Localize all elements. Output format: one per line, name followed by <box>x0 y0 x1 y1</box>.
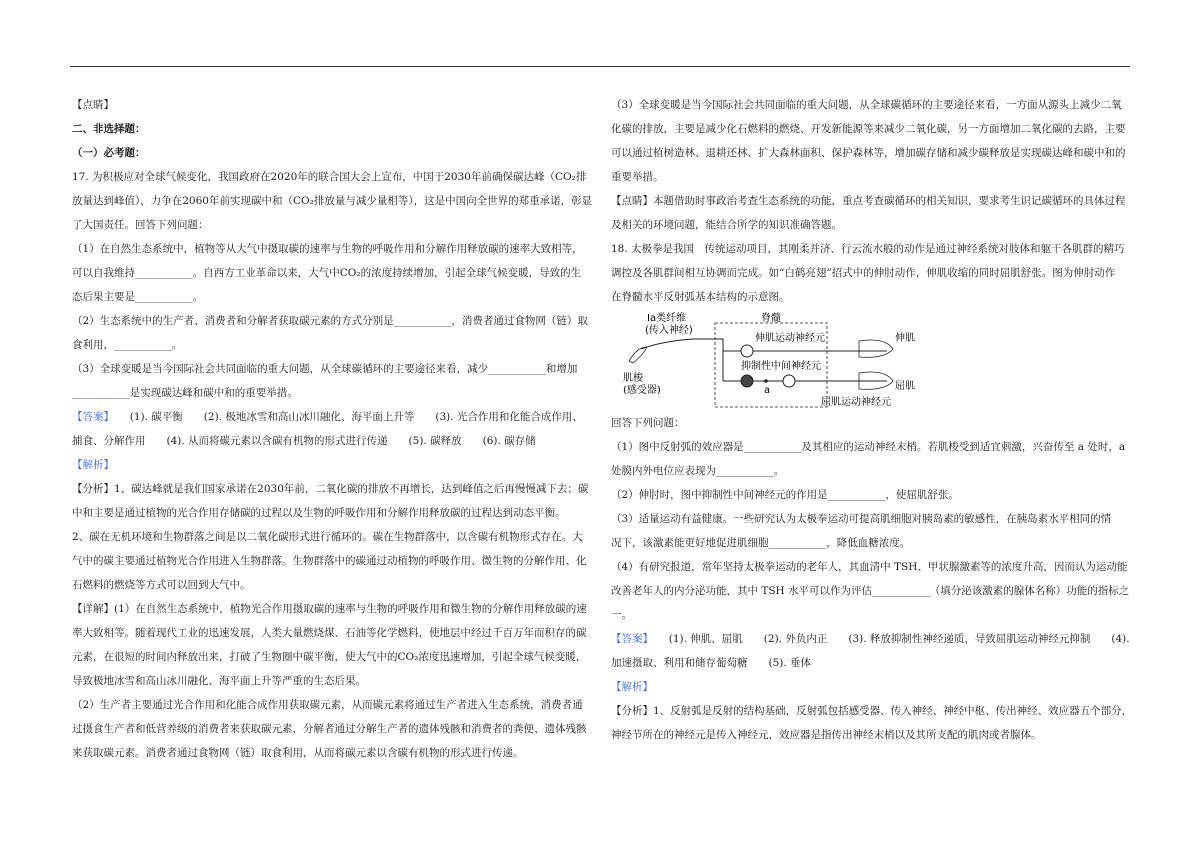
left-line: 【答案】 (1). 碳平衡 (2). 极地冰雪和高山冰川融化、海平面上升等 (3). 光合作用和化能合成作用、 <box>72 411 583 423</box>
right_bottom-line: 【答案】 (1). 伸肌、屈肌 (2). 外负内正 (3). 释放抑制性神经递质，导致屈肌运动神经元抑制 (4). <box>611 633 1130 645</box>
right_top-line: 化碳的排放，主要是减少化石燃料的燃烧、开发新能源等来减少二氧化碳，另一方面增加二氧化碳的去路，主要 <box>611 123 1126 135</box>
diagram-inhibitory-neuron-label: 抑制性中间神经元 <box>741 361 821 372</box>
left-line: 二、非选择题： <box>72 123 146 135</box>
left-line: 【点睛】 <box>72 99 114 111</box>
left-line: 放量达到峰值），力争在2060年前实现碳中和（CO₂排放量与减少量相等），这是中国向全世界的郑重承诺，彰显 <box>72 195 593 207</box>
right_bottom-line: 况下，该激素能更好地促进肌细胞___________，降低血糖浓度。 <box>611 537 911 549</box>
left-line: 石燃料的燃烧等方式可以回到大气中。 <box>72 579 251 591</box>
left-line: 17. 为积极应对全球气候变化，我国政府在2020年的联合国大会上宣布，中国于2030年前确保碳达峰（CO₂排 <box>72 171 587 183</box>
answer-tag: 【答案】 <box>611 633 648 645</box>
left-line <box>72 453 594 477</box>
diagram-extensor-neuron-label: 伸肌运动神经元 <box>755 333 825 344</box>
left-line: 率大致相等。随着现代工业的迅速发展，人类大量燃烧煤、石油等化学燃料，使地层中经过千百万年而积存的碳 <box>72 627 587 639</box>
flexor-neuron-body <box>783 375 795 387</box>
left-line: 来获取碳元素。消费者通过食物网（链）取食利用，从而将碳元素以含碳有机物的形式进行传递。 <box>72 747 524 759</box>
muscle-spindle-shape <box>629 347 647 363</box>
inhibitory-neuron-body <box>741 375 753 387</box>
left-line: （2）生态系统中的生产者、消费者和分解者获取碳元素的方式分别是___________，消费者通过食物网（链）取 <box>72 315 588 327</box>
reflex-arc-diagram <box>623 311 923 411</box>
left-line: （一）必考题： <box>72 147 146 159</box>
left-line: 态后果主要是___________。 <box>72 291 204 303</box>
right_top-line: 【点睛】本题借助时事政治考查生态系统的功能，重点考查碳循环的相关知识，要求考生识记碳循环的具体过程 <box>611 195 1126 207</box>
left-line: 了大国责任。回答下列问题： <box>72 219 209 231</box>
left-line: ___________是实现碳达峰和碳中和的重要举措。 <box>72 387 298 399</box>
right_top-line: 在脊髓水平反射弧基本结构的示意图。 <box>611 291 790 303</box>
left-line: 食利用，___________。 <box>72 339 183 351</box>
right_bottom-line: （2）伸肘时，图中抑制性中间神经元的作用是___________，使屈肌舒张。 <box>611 489 959 501</box>
right_top-line: 18. 太极拳是我国 传统运动项目，其刚柔并济、行云流水般的动作是通过神经系统对肢体和躯干各肌群的精巧 <box>611 243 1125 255</box>
right_top-line: 调控及各肌群间相互协调而完成。如“白鹤亮翅”招式中的伸肘动作，伸肌收缩的同时屈肌舒张。图为伸肘动作 <box>611 267 1116 279</box>
left-column <box>72 93 594 765</box>
diagram-fiber-label-2: (传入神经) <box>645 325 693 336</box>
right_top-line: 可以通过植树造林、退耕还林、扩大森林面积、保护森林等，增加碳存储和减少碳释放是实现碳达峰和碳中和的 <box>611 147 1126 159</box>
right-bottom-text <box>611 411 1133 747</box>
answer-tag: 【解析】 <box>72 459 114 471</box>
point-a-dot <box>764 379 768 383</box>
right_bottom-line: 回答下列问题： <box>611 417 685 429</box>
right-column <box>611 93 1133 747</box>
left-line: 过摄食生产者和低营养级的消费者来获取碳元素，分解者通过分解生产者的遗体残骸和消费者的粪便、遗体残骸 <box>72 723 587 735</box>
left-line: 可以自我维持___________。自西方工业革命以来，大气中CO₂的浓度持续增加，引起全球气候变暖，导致的生 <box>72 267 582 279</box>
diagram-spindle-label-2: (感受器) <box>623 385 661 396</box>
diagram-flexor-label: 屈肌 <box>895 381 915 392</box>
right_bottom-line: （4）有研究报道，常年坚持太极拳运动的老年人，其血清中 TSH、甲状腺激素等的浓度升高，因而认为运动能 <box>611 561 1128 573</box>
diagram-point-a-label: a <box>764 385 771 396</box>
left-line: 中和主要是通过植物的光合作用存储碳的过程以及生物的呼吸作用和分解作用释放碳的过程达到动态平衡。 <box>72 507 566 519</box>
right_top-line: 重要举措。 <box>611 171 664 183</box>
diagram-fiber-label-1: Ⅰa类纤维 <box>647 313 687 324</box>
right_bottom-line: 【分析】1、反射弧是反射的结构基础，反射弧包括感受器、传入神经、神经中枢、传出神经、效应器五个部分， <box>611 705 1133 717</box>
right_bottom-line: 改善老年人的内分泌功能，其中 TSH 水平可以作为评估___________（填分泌该激素的腺体名称）功能的指标之 <box>611 585 1130 597</box>
right_bottom-line: 神经节所在的神经元是传入神经元，效应器是指传出神经末梢以及其所支配的肌肉或者腺体。 <box>611 729 1042 741</box>
left-line: （3）全球变暖是当今国际社会共同面临的重大问题，从全球碳循环的主要途径来看，减少___________和增加 <box>72 363 578 375</box>
diagram-extensor-label: 伸肌 <box>895 333 915 344</box>
diagram-flexor-neuron-label: 屈肌运动神经元 <box>821 397 891 408</box>
extensor-neuron-body <box>741 345 753 357</box>
right_top-line: 及相关的环境问题，能结合所学的知识准确答题。 <box>611 219 842 231</box>
answer-tag: 【答案】 <box>72 411 109 423</box>
diagram-spindle-label-1: 肌梭 <box>623 373 643 384</box>
left-line: 【详解】(1）在自然生态系统中，植物光合作用摄取碳的速率与生物的呼吸作用和微生物的分解作用释放碳的速 <box>72 603 587 615</box>
afferent-fiber <box>641 339 723 381</box>
right_bottom-line: 一。 <box>611 609 632 621</box>
header-rule <box>70 66 1130 67</box>
right_bottom-line: 处膜内外电位应表现为___________。 <box>611 465 785 477</box>
right_bottom-line: 加速摄取、利用和储存葡萄糖 (5). 垂体 <box>611 657 812 669</box>
answer-tag: 【解析】 <box>611 681 653 693</box>
diagram-spinal-cord-label: 脊髓 <box>761 313 781 324</box>
left-line: 2、碳在无机环境和生物群落之间是以二氧化碳形式进行循环的。碳在生物群落中，以含碳有机物形式存在。大 <box>72 531 583 543</box>
right_top-line: （3）全球变暖是当今国际社会共同面临的重大问题，从全球碳循环的主要途径来看，一方面从源头上减少二氧 <box>611 99 1122 111</box>
extensor-muscle <box>859 340 893 357</box>
left-line: （2）生产者主要通过光合作用和化能合成作用获取碳元素，从而碳元素将通过生产者进入生态系统，消费者通 <box>72 699 583 711</box>
right_bottom-line: （1）图中反射弧的效应器是___________及其相应的运动神经末梢。若肌梭受到适宜刺激，兴奋传至 a 处时，a <box>611 441 1126 453</box>
left-line: 【分析】1、碳达峰就是我们国家承诺在2030年前，二氧化碳的排放不再增长，达到峰值之后再慢慢减下去；碳 <box>72 483 589 495</box>
left-line: 元素，在很短的时间内释放出来，打破了生物圈中碳平衡，使大气中的CO₂浓度迅速增加，引起全球气候变暖， <box>72 651 587 663</box>
left-line: 气中的碳主要通过植物光合作用进入生物群落。生物群落中的碳通过动植物的呼吸作用、微生物的分解作用、化 <box>72 555 587 567</box>
left-line: 捕食、分解作用 (4). 从而将碳元素以含碳有机物的形式进行传递 (5). 碳释放 (6). 碳存储 <box>72 435 536 447</box>
right_bottom-line: （3）适量运动有益健康。一些研究认为太极拳运动可提高肌细胞对胰岛素的敏感性，在胰岛素水平相同的情 <box>611 513 1112 525</box>
left-line: （1）在自然生态系统中，植物等从大气中摄取碳的速率与生物的呼吸作用和分解作用释放碳的速率大致相等， <box>72 243 583 255</box>
right-top-text <box>611 93 1133 309</box>
left-line: 导致极地冰雪和高山冰川融化、海平面上升等严重的生态后果。 <box>72 675 366 687</box>
right_bottom-line <box>611 675 1133 699</box>
